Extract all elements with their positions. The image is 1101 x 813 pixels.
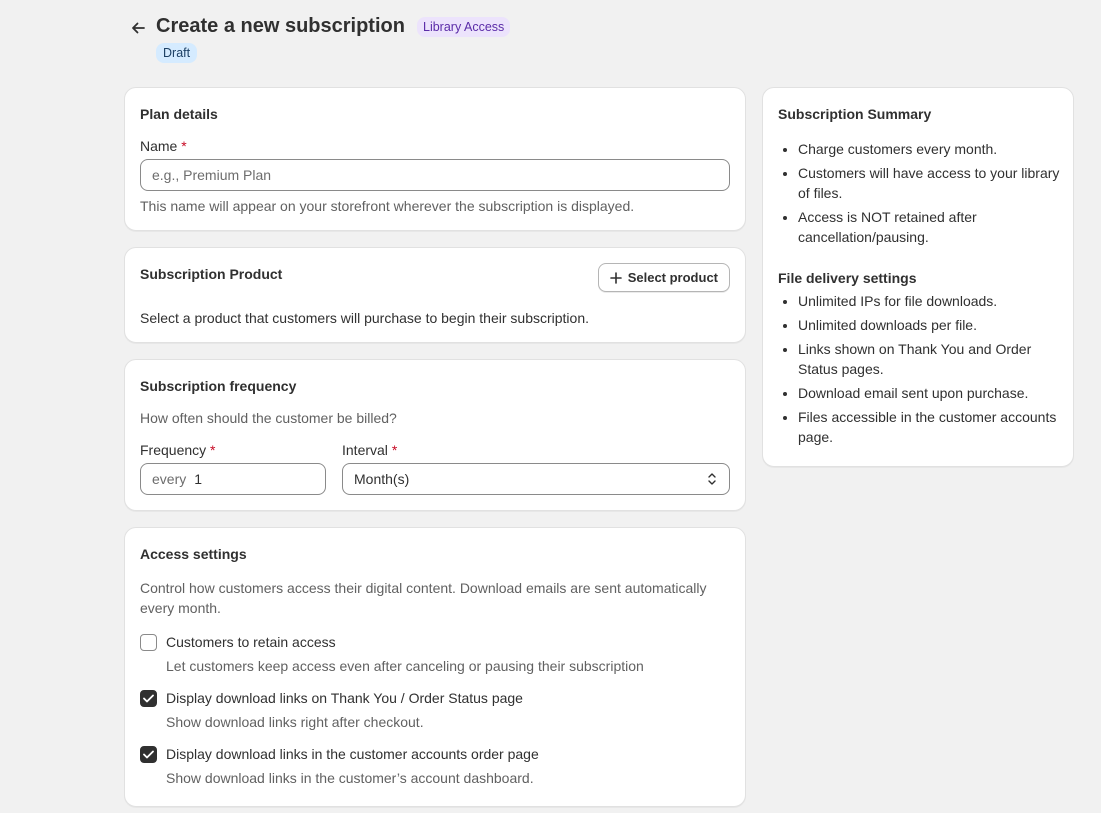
library-access-badge: Library Access (417, 17, 510, 37)
card-title: Subscription Product (140, 266, 283, 282)
subscription-summary-card (762, 87, 1074, 467)
summary-title: Subscription Summary (778, 106, 932, 122)
required-mark: * (181, 138, 187, 154)
file-delivery-title: File delivery settings (778, 270, 917, 286)
back-button[interactable] (126, 16, 150, 40)
required-mark: * (210, 442, 216, 458)
checkmark-icon (143, 694, 154, 703)
retain-access-checkbox[interactable] (140, 634, 157, 651)
arrow-left-icon (130, 20, 146, 36)
frequency-description: How often should the customer be billed? (140, 410, 397, 426)
frequency-label: Frequency * (140, 442, 216, 458)
card-title: Access settings (140, 546, 247, 562)
list-item: • Files accessible in the customer accounts page. (798, 407, 1060, 447)
interval-label: Interval * (342, 442, 398, 458)
select-arrows-icon (707, 472, 717, 486)
access-settings-card (124, 527, 746, 807)
subscription-frequency-card (124, 359, 746, 511)
list-item: • Download email sent upon purchase. (798, 383, 1060, 403)
plan-details-card (124, 87, 746, 231)
list-item: • Charge customers every month. (798, 139, 1060, 159)
interval-value: Month(s) (354, 471, 410, 487)
checkbox-help-text: Let customers keep access even after canceling or pausing their subscription (166, 658, 644, 674)
name-help-text: This name will appear on your storefront wherever the subscription is displayed. (140, 198, 635, 214)
name-label: Name * (140, 138, 187, 154)
list-item: • Customers will have access to your library of files. (798, 163, 1060, 203)
account-links-checkbox[interactable] (140, 746, 157, 763)
card-title: Subscription frequency (140, 378, 297, 394)
checkbox-help-text: Show download links in the customer’s account dashboard. (166, 770, 534, 786)
checkbox-label: Display download links on Thank You / Order Status page (166, 690, 523, 706)
name-placeholder: e.g., Premium Plan (152, 167, 272, 183)
thank-you-links-checkbox[interactable] (140, 690, 157, 707)
summary-list (798, 139, 1060, 251)
checkbox-label: Display download links in the customer accounts order page (166, 746, 539, 762)
list-item: • Links shown on Thank You and Order Status pages. (798, 339, 1060, 379)
product-description: Select a product that customers will purchase to begin their subscription. (140, 310, 590, 326)
access-description: Control how customers access their digital content. Download emails are sent automatically every month. (140, 580, 707, 616)
checkmark-icon (143, 750, 154, 759)
page-title: Create a new subscription (156, 15, 405, 37)
required-mark: * (391, 442, 398, 458)
frequency-value: 1 (194, 471, 203, 487)
name-input[interactable] (140, 159, 730, 191)
plus-icon (610, 272, 622, 284)
list-item: • Access is NOT retained after cancellation/pausing. (798, 207, 1060, 247)
subscription-product-card (124, 247, 746, 343)
select-product-button[interactable]: Select product (598, 263, 730, 292)
interval-select[interactable] (342, 463, 730, 495)
status-badge: Draft (156, 43, 197, 63)
list-item: • Unlimited IPs for file downloads. (798, 291, 1060, 311)
frequency-prefix: every (152, 471, 187, 487)
frequency-input[interactable] (140, 463, 326, 495)
checkbox-help-text: Show download links right after checkout. (166, 714, 424, 730)
file-delivery-list (798, 291, 1060, 451)
list-item: • Unlimited downloads per file. (798, 315, 1060, 335)
card-title: Plan details (140, 106, 218, 122)
checkbox-label: Customers to retain access (166, 634, 336, 650)
